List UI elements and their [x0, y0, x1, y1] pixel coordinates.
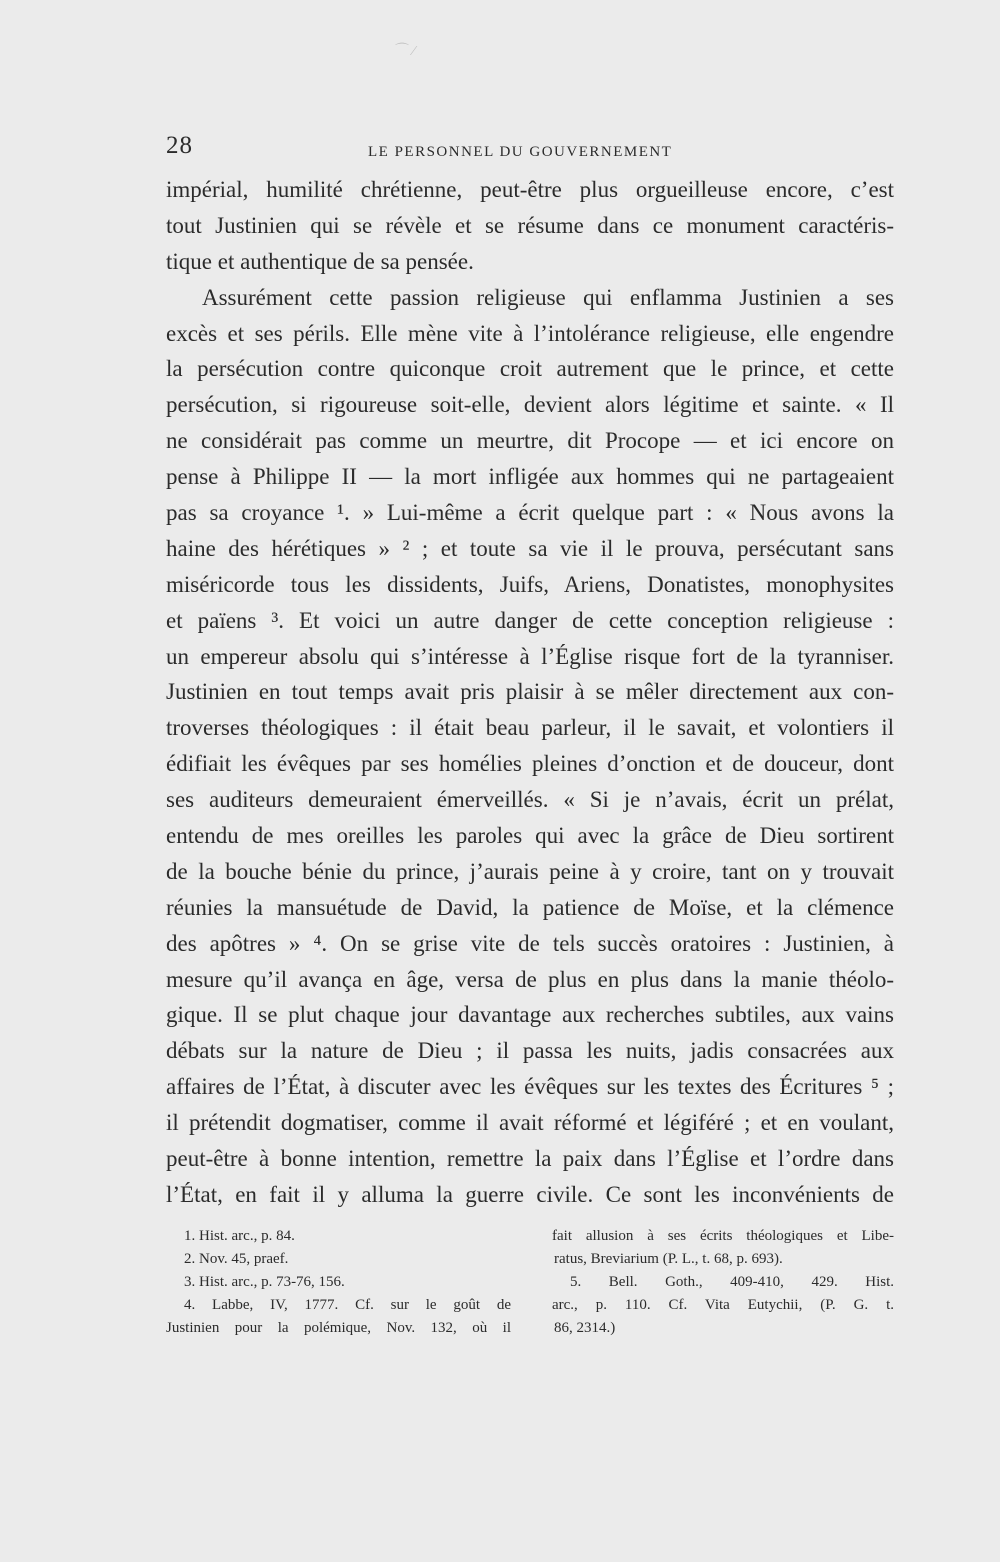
- text-line: un empereur absolu qui s’intéresse à l’Église risque fort de la tyranniser.: [166, 643, 894, 669]
- text-line: miséricorde tous les dissidents, Juifs, Ariens, Donatistes, monophysites: [166, 571, 894, 597]
- text-line: Assurément cette passion religieuse qui enflamma Justinien a ses: [202, 284, 894, 310]
- footnote-line: 86, 2314.): [554, 1320, 616, 1336]
- text-line: ses auditeurs demeuraient émerveillés. « Si je n’avais, écrit un prélat,: [166, 787, 894, 813]
- text-line: entendu de mes oreilles les paroles qui avec la grâce de Dieu sortirent: [166, 823, 894, 849]
- footnote-line: 5. Bell. Goth., 409-410, 429. Hist.: [570, 1274, 894, 1290]
- text-line: édifiait les évêques par ses homélies pleines d’onction et de douceur, dont: [166, 751, 894, 777]
- text-line: Justinien en tout temps avait pris plaisir à se mêler directement aux con-: [166, 679, 894, 705]
- text-line: il prétendit dogmatiser, comme il avait réformé et légiféré ; et en voulant,: [166, 1110, 894, 1136]
- text-line: mesure qu’il avança en âge, versa de plus en plus dans la manie théolo-: [166, 966, 894, 992]
- text-line: la persécution contre quiconque croit autrement que le prince, et cette: [166, 356, 894, 382]
- footnote-line: ratus, Breviarium (P. L., t. 68, p. 693).: [554, 1251, 783, 1267]
- text-line: débats sur la nature de Dieu ; il passa les nuits, jadis consacrées aux: [166, 1038, 894, 1064]
- text-line: pense à Philippe II — la mort infligée aux hommes qui ne partageaient: [166, 464, 894, 490]
- body-text: [166, 172, 894, 1213]
- text-line: haine des hérétiques » ² ; et toute sa vie il le prouva, persécutant sans: [166, 535, 894, 561]
- text-line: de la bouche bénie du prince, j’aurais peine à y croire, tant on y trouvait: [166, 858, 894, 884]
- running-head: LE PERSONNEL DU GOUVERNEMENT: [368, 144, 673, 160]
- text-line: et païens ³. Et voici un autre danger de cette conception religieuse :: [166, 607, 894, 633]
- text-line: peut-être à bonne intention, remettre la paix dans l’Église et l’ordre dans: [166, 1146, 894, 1172]
- text-line: tique et authentique de sa pensée.: [166, 248, 474, 274]
- footnotes-left: [166, 1225, 511, 1340]
- text-line: excès et ses périls. Elle mène vite à l’intolérance religieuse, elle engendre: [166, 320, 894, 346]
- text-line: pas sa croyance ¹. » Lui-même a écrit quelque part : « Nous avons la: [166, 500, 894, 526]
- footnote-line: 2. Nov. 45, praef.: [184, 1251, 289, 1267]
- footnote-line: 1. Hist. arc., p. 84.: [184, 1228, 295, 1244]
- text-line: gique. Il se plut chaque jour davantage aux recherches subtiles, aux vains: [166, 1002, 894, 1028]
- page-number: 28: [166, 132, 193, 159]
- paper-mark: ⌒ ⁄: [395, 44, 415, 59]
- text-line: troverses théologiques : il était beau parleur, il le savait, et volontiers il: [166, 715, 894, 741]
- text-line: persécution, si rigoureuse soit-elle, devient alors légitime et sainte. « Il: [166, 392, 894, 418]
- text-line: affaires de l’État, à discuter avec les évêques sur les textes des Écritures ⁵ ;: [166, 1074, 894, 1100]
- text-line: ne considérait pas comme un meurtre, dit Procope — et ici encore on: [166, 428, 894, 454]
- footnotes-right: [552, 1225, 894, 1340]
- text-line: des apôtres » ⁴. On se grise vite de tels succès oratoires : Justinien, à: [166, 930, 894, 956]
- text-line: impérial, humilité chrétienne, peut-être plus orgueilleuse encore, c’est: [166, 177, 894, 202]
- text-line: réunies la mansuétude de David, la patience de Moïse, et la clémence: [166, 894, 894, 920]
- footnote-line: 4. Labbe, IV, 1777. Cf. sur le goût de: [184, 1297, 511, 1313]
- footnote-line: 3. Hist. arc., p. 73-76, 156.: [184, 1274, 345, 1290]
- footnote-line: arc., p. 110. Cf. Vita Eutychii, (P. G. t.: [552, 1297, 894, 1313]
- text-line: l’État, en fait il y alluma la guerre civile. Ce sont les inconvénients de: [166, 1181, 894, 1207]
- footnote-line: Justinien pour la polémique, Nov. 132, où il: [166, 1320, 511, 1336]
- footnote-line: fait allusion à ses écrits théologiques et Libe-: [552, 1228, 894, 1244]
- text-line: tout Justinien qui se révèle et se résume dans ce monument caractéris-: [166, 212, 894, 238]
